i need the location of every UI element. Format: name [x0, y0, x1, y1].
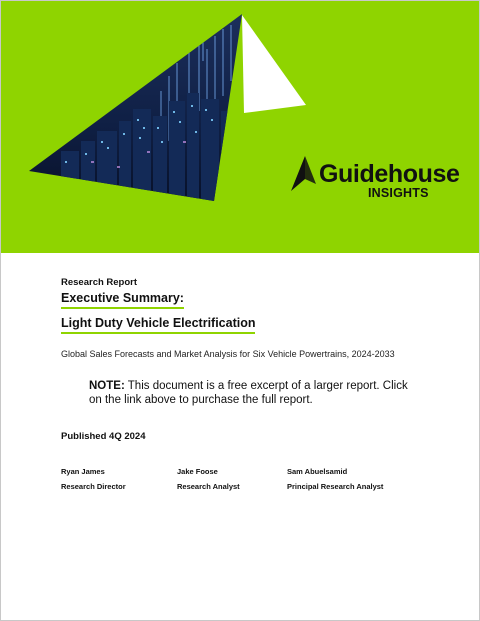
excerpt-note: [89, 379, 419, 407]
author-role: Research Director: [61, 482, 126, 491]
report-type: Research Report: [61, 277, 138, 288]
note-text: This document is a free excerpt of a larger report. Click on the link above to purchase the full report.: [89, 380, 408, 406]
note-label: NOTE:: [89, 380, 125, 392]
author-role: Principal Research Analyst: [287, 482, 384, 491]
author-name: Ryan James: [61, 467, 105, 476]
author: [177, 464, 240, 494]
author: [61, 464, 126, 494]
cover-banner: [1, 1, 479, 253]
author: [287, 464, 383, 494]
white-triangle-shape: [242, 15, 306, 113]
author-name: Jake Foose: [177, 467, 218, 476]
author-role: Research Analyst: [177, 482, 240, 491]
author-name: Sam Abuelsamid: [287, 467, 348, 476]
guidehouse-logo: [288, 154, 458, 202]
brand-subtitle: INSIGHTS: [368, 186, 429, 200]
guidehouse-logo-icon: [288, 154, 318, 194]
brand-name: Guidehouse: [319, 160, 460, 188]
section-title: Executive Summary:: [61, 291, 184, 309]
city-skyline-image: [1, 1, 479, 253]
published-date: Published 4Q 2024: [61, 431, 146, 442]
report-subtitle: Global Sales Forecasts and Market Analysis for Six Vehicle Powertrains, 2024-2033: [61, 349, 395, 359]
report-title: Light Duty Vehicle Electrification: [61, 316, 255, 334]
